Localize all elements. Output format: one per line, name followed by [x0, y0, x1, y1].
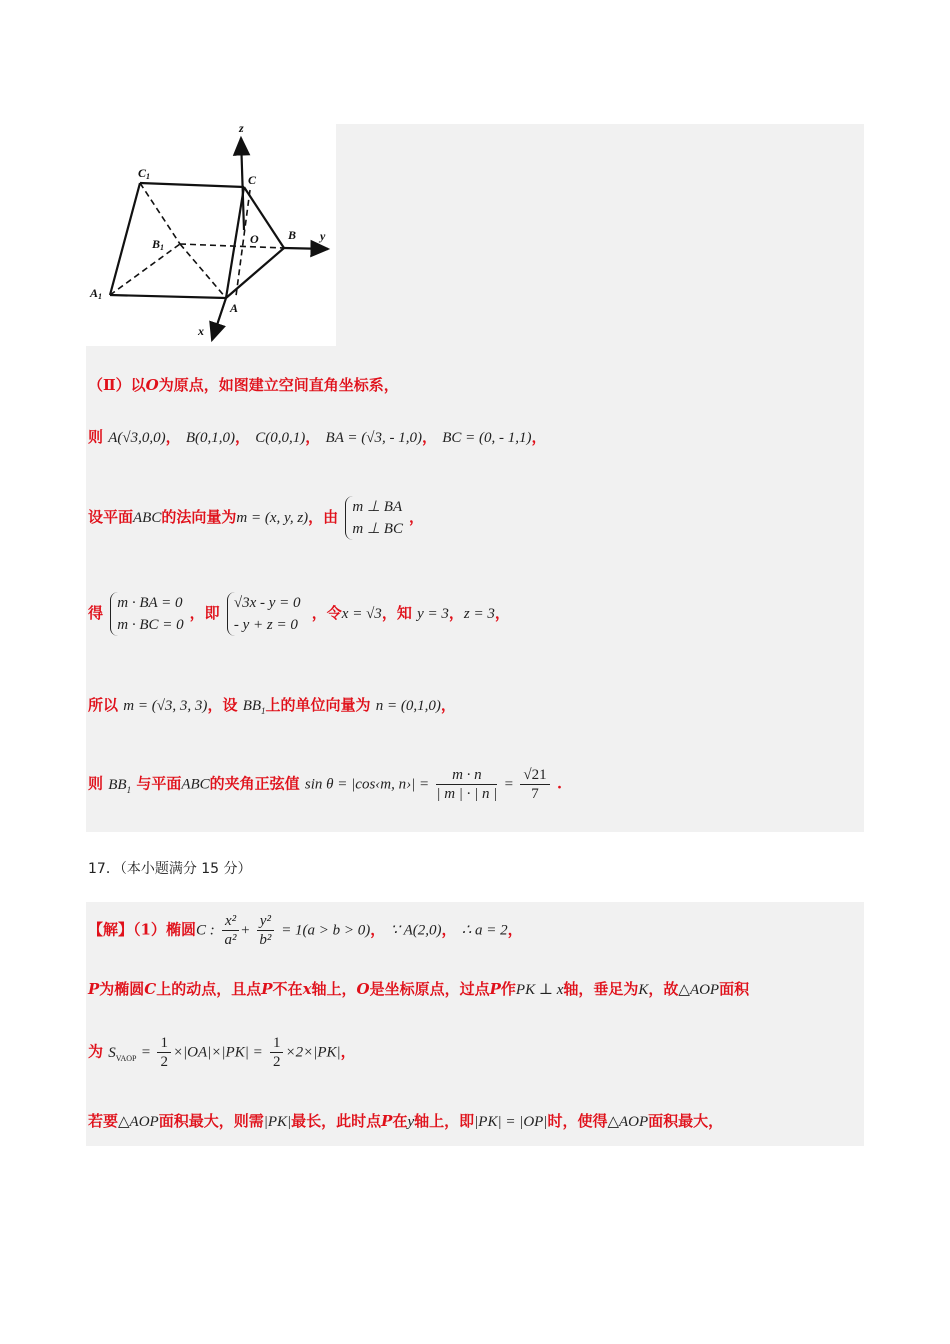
normal-line: 设平面ABC的法向量为m = (x, y, z)，由 m ⊥ BA m ⊥ BC ， [88, 496, 424, 540]
part2-heading: （Ⅱ）以O为原点，如图建立空间直角坐标系， [88, 376, 399, 394]
coord-B: B(0,1,0) [185, 430, 236, 446]
label-x: x [198, 324, 204, 338]
label-B: B [288, 228, 297, 242]
label-y: y [320, 229, 326, 243]
vec-BA: BA = (√3, - 1,0) [325, 430, 422, 446]
solution-shading-top [332, 124, 864, 346]
coords-line: 则 A(√3,0,0)， B(0,1,0)， C(0,0,1)， BA = (√3, - 1,0)， BC = (0, - 1,1)， [88, 428, 547, 446]
equation-system: √3x - y = 0 - y + z = 0 [227, 592, 305, 636]
label-C: C [248, 173, 257, 187]
q17-line2: P为椭圆C上的动点，且点P不在x轴上，O是坐标原点，过点P作PK ⊥ x轴，垂足为K，故△AOP面积 [88, 980, 750, 998]
coord-C: C(0,0,1) [255, 430, 306, 446]
solve-line: 得 m · BA = 0 m · BC = 0 ，即 √3x - y = 0 - y + z = 0 ，令x = √3，知 y = 3，z = 3， [88, 592, 510, 636]
prism-diagram [86, 118, 336, 346]
label-A: A [230, 301, 239, 315]
z-axis [241, 138, 244, 230]
label-A1: A1 [90, 286, 103, 301]
label-C1: C1 [138, 166, 151, 181]
y-axis [284, 248, 328, 249]
label-O: O [250, 232, 259, 246]
solution-shading [86, 346, 864, 832]
result-line: 所以 m = (√3, 3, 3)，设 $BB_1$上的单位向量为 n = (0,1,0)， [88, 696, 456, 716]
q17-line4: 若要△AOP面积最大，则需|PK|最长，此时点P在y轴上，即|PK| = |OP|时，使得△AOP面积最大， [88, 1112, 724, 1130]
coord-A: A(√3,0,0) [108, 430, 166, 446]
condition-system: m ⊥ BA m ⊥ BC [345, 496, 407, 540]
q17-line3: 为 $S_{VAOP}$ = $\frac{1}{2}$ ×|OA|×|PK| = $\frac{1}{2}$ ×2×|PK|， [88, 1035, 356, 1070]
final-line: 则 $BB_1$ 与平面ABC的夹角正弦值 sin θ = |cos‹m, n›| = $\frac{m \cdot n}{| m | \cdot | n |}$ = $\frac{√21}{7}$ . [88, 767, 563, 802]
prism-figure [86, 118, 336, 346]
frac-mn: $\frac{m \cdot n}{| m | \cdot | n |}$ [436, 767, 498, 802]
q17-line1: 【解】（1）椭圆C : $\frac{\text{x²}}{\text{a²}}$ + $\frac{\text{y²}}{\text{b²}}$ = 1(a > b > 0)， ∵ A(2,0)， ∴ a = 2， [88, 913, 523, 948]
frac-result: $\frac{√21}{7}$ [520, 766, 549, 803]
q17-header: 17．（本小题满分 15 分） [88, 861, 252, 877]
dot-system: m · BA = 0 m · BC = 0 [110, 592, 187, 636]
label-B1: B1 [152, 237, 165, 252]
label-z: z [239, 121, 244, 135]
x-axis [212, 298, 226, 340]
vec-BC: BC = (0, - 1,1) [442, 430, 532, 446]
